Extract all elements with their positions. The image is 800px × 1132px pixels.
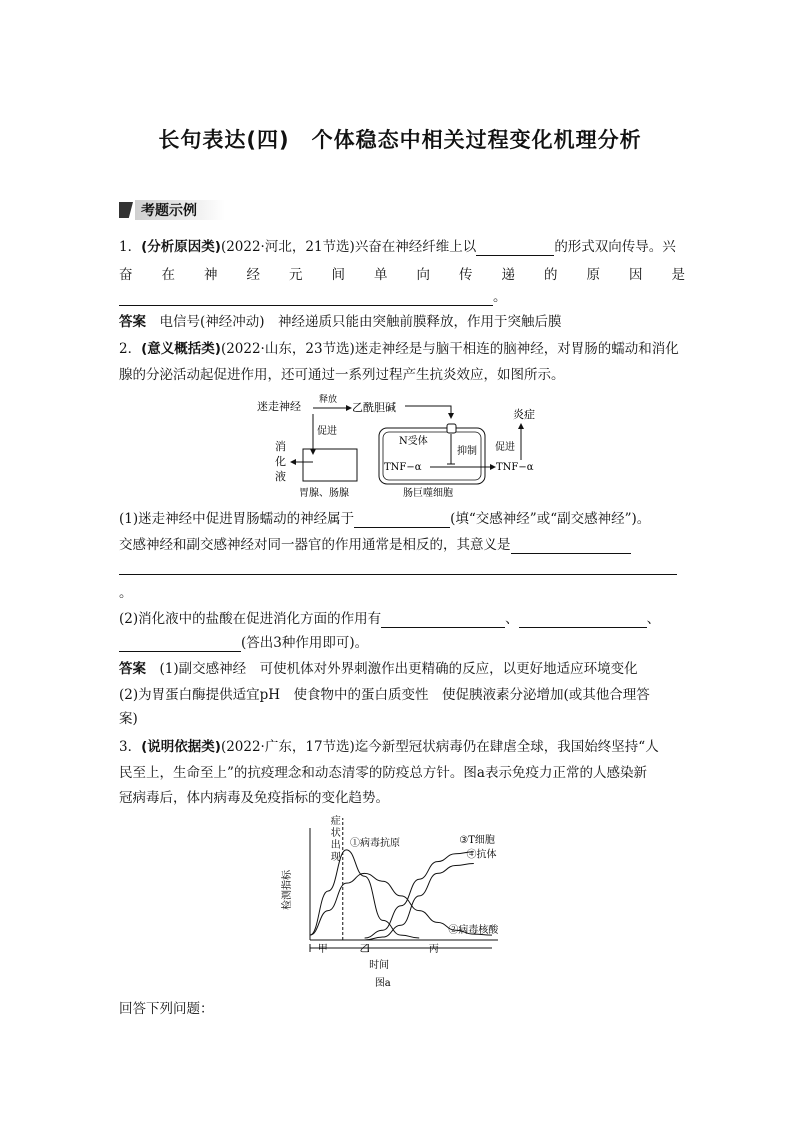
- q2-sub1-line-3: [119, 557, 685, 575]
- q2-sub2-line-2: [119, 634, 685, 652]
- stage-label: 丙: [428, 944, 439, 955]
- q1-line2-char: 传: [459, 267, 473, 283]
- q1-line2-char: 间: [331, 267, 345, 283]
- q1-number: 1．: [119, 239, 142, 255]
- series-label: ④抗体: [466, 849, 497, 861]
- q3-line-1: [119, 738, 685, 756]
- diagram-tnf-out: TNF−α: [496, 462, 534, 473]
- diagram-gland: 胃腺、肠腺: [299, 488, 349, 499]
- q1-line2-char: 是: [671, 267, 685, 283]
- q3-text: 迄今新型冠状病毒仍在肆虐全球，我国始终坚持“人: [354, 739, 659, 755]
- section-marker-icon: [119, 202, 133, 218]
- q1-line2-char: 向: [416, 267, 430, 283]
- q2-sub1-blank-2[interactable]: [511, 539, 631, 554]
- section-header: [119, 200, 225, 220]
- q1-line2-char: 奋: [119, 267, 133, 283]
- q1-line2-char: 单: [374, 267, 388, 283]
- q2-sub2-sep: 、: [646, 611, 661, 627]
- q2-sub2-blank-1[interactable]: [381, 613, 505, 628]
- series-label: ③T细胞: [459, 834, 495, 846]
- q1-line2-char: 神: [204, 267, 218, 283]
- q1-line2-char: 的: [544, 267, 558, 283]
- digest-char-2: 化: [275, 455, 286, 468]
- diagram-promote-left: 促进: [317, 426, 337, 437]
- q2-line-1: [119, 340, 685, 358]
- q3-number: 3．: [119, 739, 142, 755]
- q1-blank-1[interactable]: [476, 241, 554, 256]
- series-label: ①病毒抗原: [350, 837, 401, 849]
- q2-sub2-blank-3[interactable]: [119, 637, 241, 652]
- q1-text: 兴奋在神经纤维上以: [354, 239, 477, 255]
- q2-sub1-line-1: [119, 510, 685, 528]
- q2-answer-text-1: (1)副交感神经 可使机体对外界刺激作出更精确的反应，以更好地适应环境变化: [159, 661, 638, 677]
- q2-sub1-end: 。: [119, 585, 133, 601]
- q3-tag: (说明依据类): [141, 739, 221, 755]
- q2-sub1-blank-3[interactable]: [119, 560, 677, 575]
- gland-box: [303, 449, 357, 481]
- stage-label: 乙: [359, 944, 370, 955]
- symptom-label-char: 症: [330, 816, 341, 827]
- q2-tag: (意义概括类): [141, 341, 221, 357]
- diagram-promote-right: 促进: [495, 442, 515, 453]
- q2-sub1-hint: (填“交感神经”或“副交感神经”)。: [450, 511, 651, 527]
- q2-source: (2022·山东，23节选): [220, 341, 355, 357]
- q1-line2-char: 因: [629, 267, 643, 283]
- diagram-inhibit: 抑制: [457, 446, 477, 457]
- symptom-label-char: 现: [330, 852, 341, 863]
- q2-sub2-blank-2[interactable]: [519, 613, 647, 628]
- anti-inflammatory-diagram: [255, 392, 555, 504]
- q3-line-3: 冠病毒后，体内病毒及免疫指标的变化趋势。: [119, 790, 389, 806]
- x-axis-label: 时间: [369, 960, 390, 971]
- q2-sub1-line-2: [119, 536, 685, 554]
- diagram-vagus: 迷走神经: [257, 400, 301, 413]
- q3-follow: 回答下列问题：: [119, 1001, 214, 1017]
- q1-answer-text: 电信号(神经冲动) 神经递质只能由突触前膜释放，作用于突触后膜: [159, 314, 562, 330]
- q2-sub2-hint: (答出3种作用即可)。: [241, 635, 369, 651]
- q2-sub2-text: (2)消化液中的盐酸在促进消化方面的作用有: [119, 611, 382, 627]
- q1-line2-char: 元: [289, 267, 303, 283]
- q2-text: 迷走神经是与脑干相连的脑神经，对胃肠的蠕动和消化: [354, 341, 679, 357]
- q2-line-2: 腺的分泌活动起促进作用，还可通过一系列过程产生抗炎效应，如图所示。: [119, 367, 565, 383]
- digest-char-3: 液: [275, 470, 286, 483]
- q1-text-cont: 的形式双向传导。兴: [554, 239, 676, 255]
- ach-arrow: [405, 406, 451, 418]
- diagram-tnf-in: TNF−α: [384, 462, 422, 473]
- diagram-ach: 乙酰胆碱: [352, 401, 396, 414]
- q3-source: (2022·广东，17节选): [220, 739, 355, 755]
- receptor-icon: [447, 424, 456, 433]
- diagram-release: 释放: [319, 395, 338, 405]
- q1-line-3: [119, 288, 685, 306]
- diagram-macrophage: 肠巨噬细胞: [403, 488, 453, 499]
- section-label: 考题示例: [135, 200, 225, 220]
- q2-sub2-sep: 、: [505, 611, 519, 627]
- q1-tag: (分析原因类): [141, 239, 221, 255]
- q2-answer-2: (2)为胃蛋白酶提供适宜pH 使食物中的蛋白质变性 使促胰液素分泌增加(或其他合理答: [119, 687, 650, 703]
- page-title: 长句表达(四) 个体稳态中相关过程变化机理分析: [158, 128, 642, 152]
- q1-line-2: [119, 266, 685, 284]
- q2-answer-3: 案): [119, 711, 138, 727]
- symptom-label-char: 状: [330, 828, 341, 839]
- q2-sub1-text: (1)迷走神经中促进胃肠蠕动的神经属于: [119, 511, 355, 527]
- answer-label: 答案: [119, 314, 146, 330]
- diagram-n-receptor: N受体: [399, 436, 428, 447]
- q2-answer-1: [119, 660, 685, 678]
- q3-line-2: 民至上，生命至上”的抗疫理念和动态清零的防疫总方针。图a表示免疫力正常的人感染新: [119, 765, 647, 781]
- chart-title: 图a: [374, 978, 391, 989]
- q1-line2-char: 经: [246, 267, 260, 283]
- series-label: ②病毒核酸: [448, 925, 499, 937]
- answer-label: 答案: [119, 661, 146, 677]
- q1-line-1: [119, 238, 685, 256]
- y-axis-label: 检测指标: [282, 870, 293, 910]
- q1-end: 。: [493, 289, 507, 305]
- stage-label: 甲: [317, 944, 328, 955]
- q2-sub2-line-1: [119, 610, 685, 628]
- diagram-inflammation: 炎症: [513, 408, 535, 421]
- q2-sub1-question: 交感神经和副交感神经对同一器官的作用通常是相反的，其意义是: [119, 537, 511, 553]
- q2-number: 2．: [119, 341, 142, 357]
- digest-char-1: 消: [275, 440, 286, 453]
- figure-a-chart: [280, 812, 510, 992]
- q2-sub1-blank-1[interactable]: [354, 513, 450, 528]
- q1-source: (2022·河北，21节选): [220, 239, 355, 255]
- q1-blank-2[interactable]: [119, 291, 493, 306]
- symptom-label-char: 出: [330, 840, 341, 851]
- q1-line2-char: 递: [501, 267, 515, 283]
- q1-line2-char: 在: [161, 267, 175, 283]
- q1-line2-char: 原: [586, 267, 600, 283]
- q1-answer: [119, 313, 685, 331]
